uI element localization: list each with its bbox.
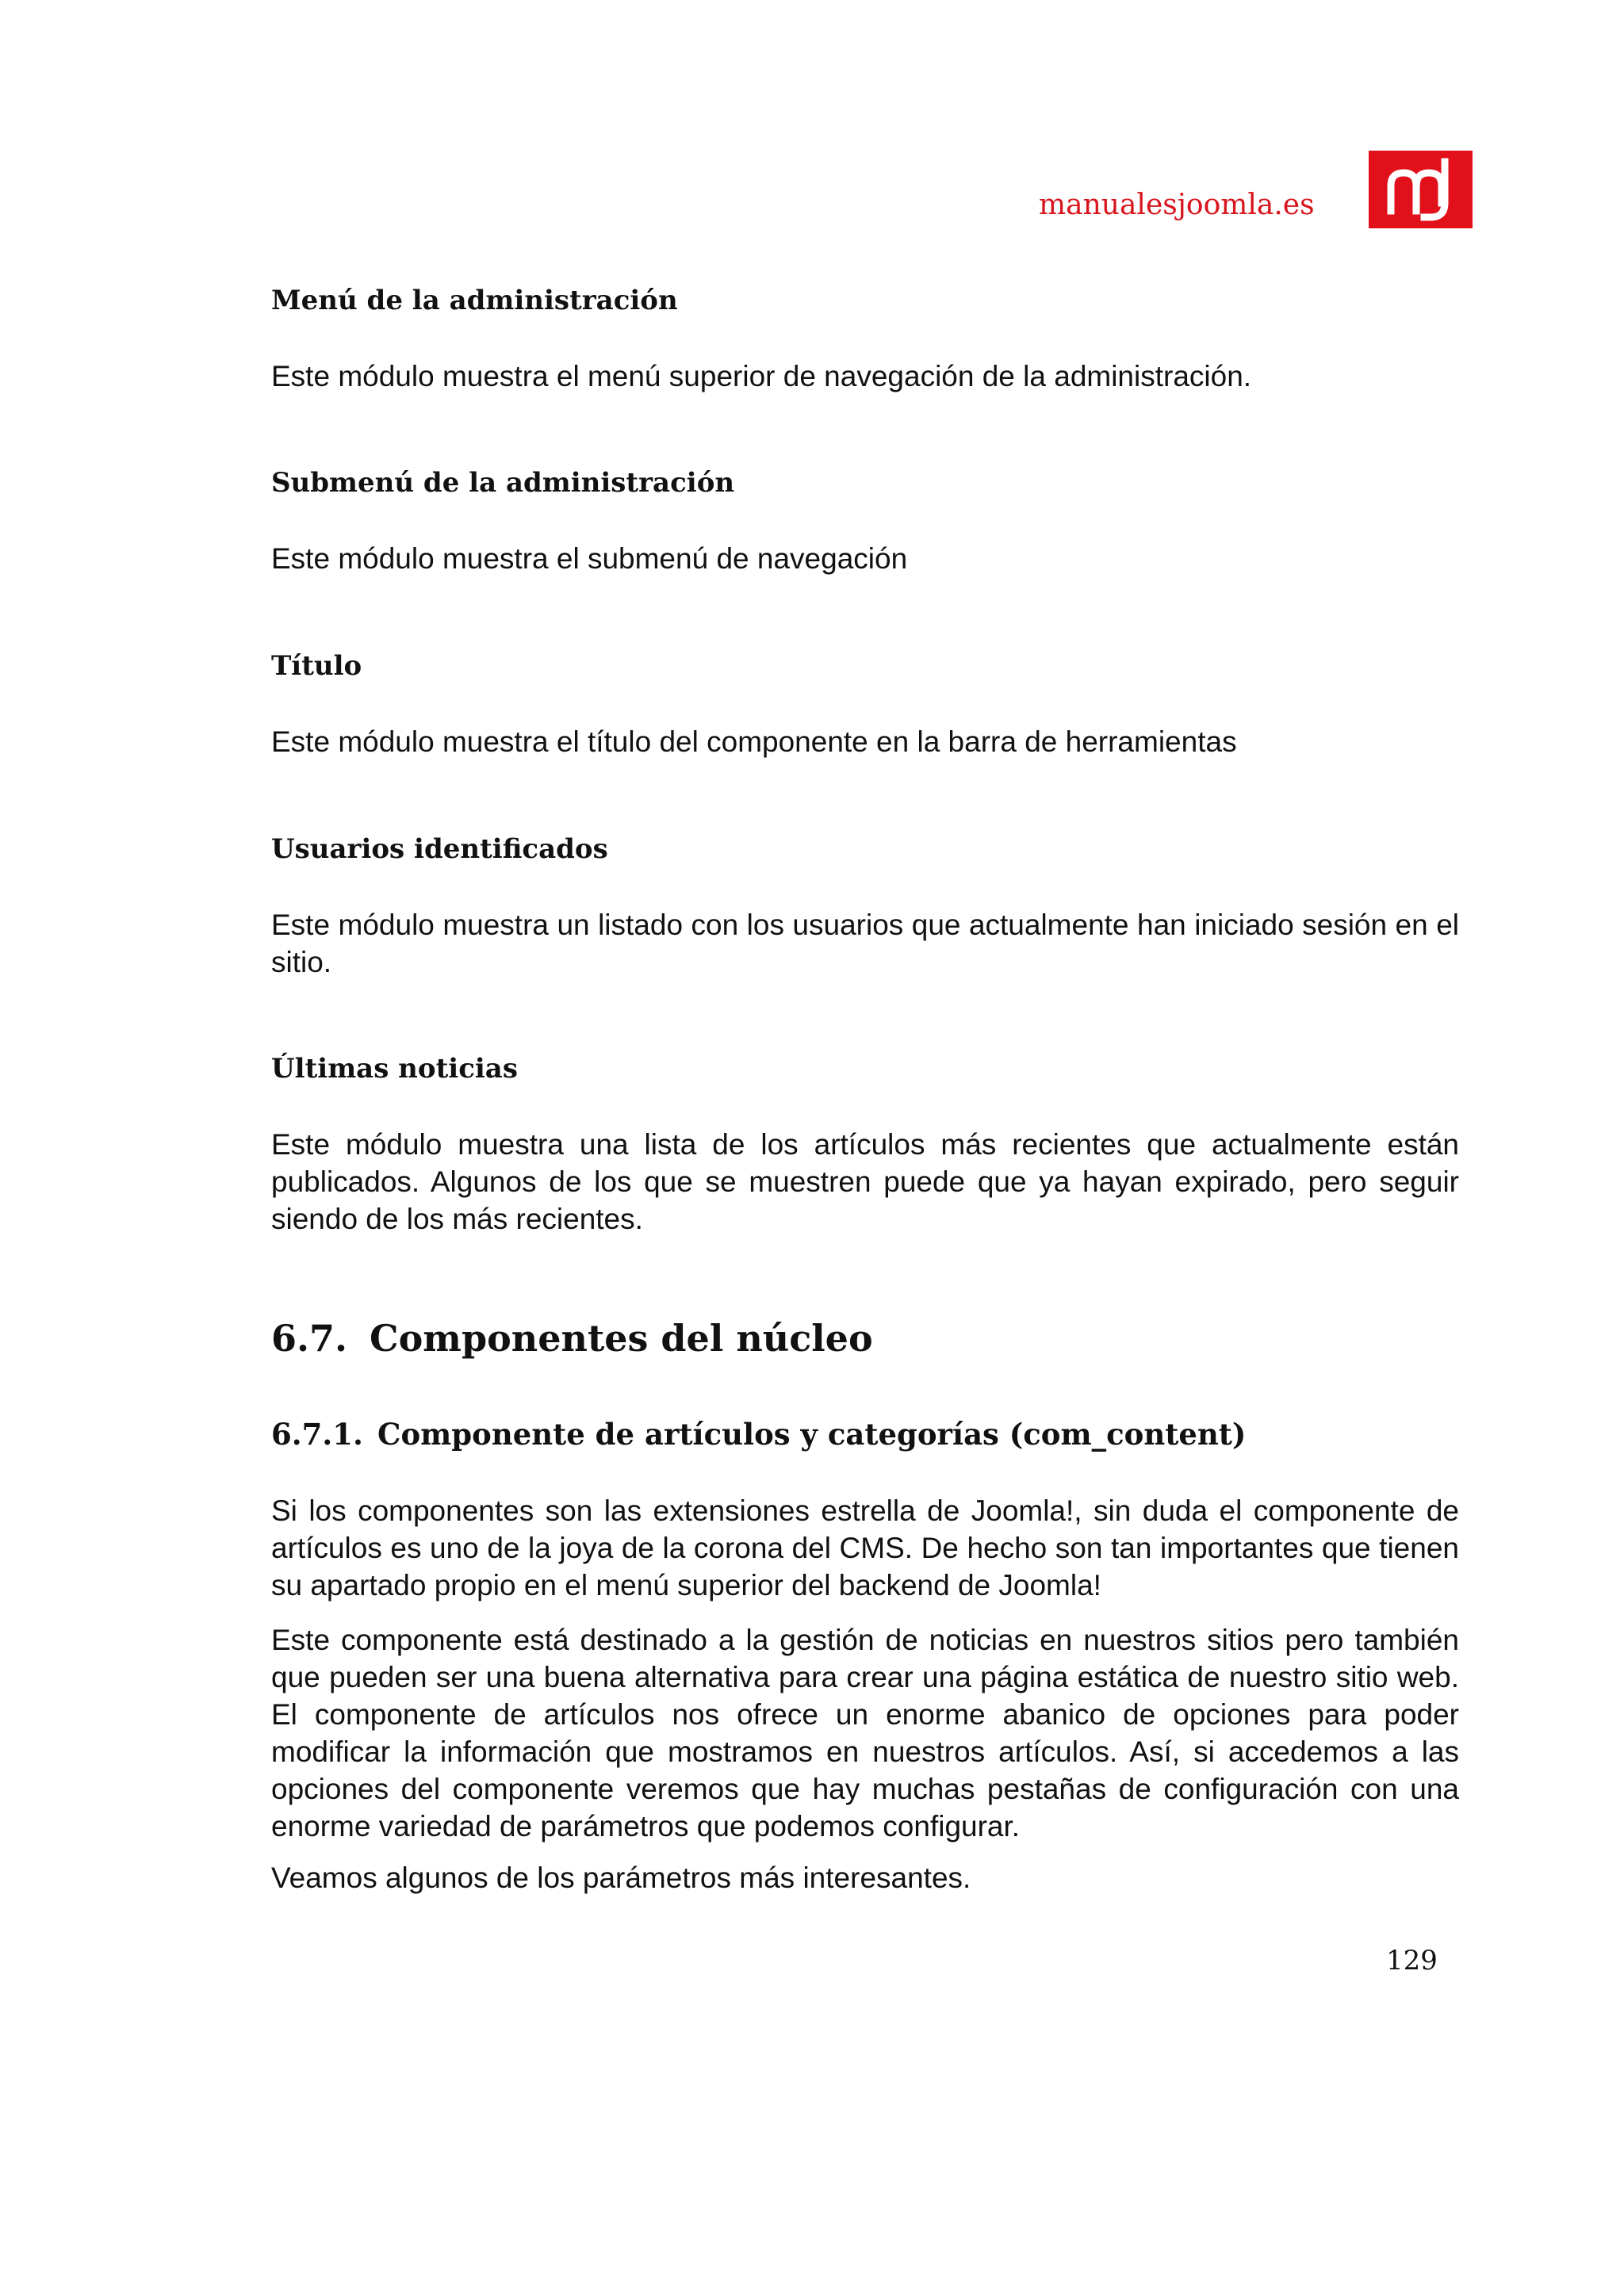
module-description-admin-menu: Este módulo muestra el menú superior de navegación de la administración. bbox=[271, 360, 1252, 392]
section-title: Componentes del núcleo bbox=[370, 1317, 873, 1360]
paragraph: Veamos algunos de los parámetros más interesantes. bbox=[271, 1862, 971, 1894]
module-description-admin-submenu: Este módulo muestra el submenú de navegación bbox=[271, 542, 908, 575]
module-description-logged-users: Este módulo muestra un listado con los usuarios que actualmente han iniciado sesión en el sitio. bbox=[271, 909, 1459, 978]
section-number: 6.7. bbox=[271, 1317, 348, 1360]
mj-logo-icon bbox=[1369, 151, 1473, 228]
section-heading bbox=[271, 1312, 873, 1364]
module-title-logged-users: Usuarios identificados bbox=[271, 833, 608, 865]
paragraph: Este componente está destinado a la gestión de noticias en nuestros sitios pero también que pueden ser una buena alternativa para crear una página estática de nuestro sitio web. El componente de artículos nos ofrece un enorme abanico de opciones para poder modificar la información que mostramos en nuestros artículos. Así, si accedemos a las opciones del componente veremos que hay muchas pestañas de configuración con una enorme variedad de parámetros que podemos configurar. bbox=[271, 1624, 1459, 1843]
module-title-admin-submenu: Submenú de la administración bbox=[271, 467, 735, 499]
site-name: manualesjoomla.es bbox=[1039, 189, 1315, 221]
subsection-number: 6.7.1. bbox=[271, 1417, 363, 1452]
module-description-latest-news: Este módulo muestra una lista de los artículos más recientes que actualmente están publicados. Algunos de los que se muestren puede que ya hayan expirado, pero seguir siendo de los más recientes. bbox=[271, 1128, 1459, 1235]
paragraph: Si los componentes son las extensiones estrella de Joomla!, sin duda el componente de artículos es uno de la joya de la corona del CMS. De hecho son tan importantes que tienen su apartado propio en el menú superior del backend de Joomla! bbox=[271, 1494, 1459, 1601]
module-title-title: Título bbox=[271, 650, 362, 682]
page-number: 129 bbox=[1386, 1945, 1438, 1976]
module-title-latest-news: Últimas noticias bbox=[271, 1053, 518, 1085]
subsection-title: Componente de artículos y categorías (com_content) bbox=[377, 1417, 1247, 1452]
module-description-title: Este módulo muestra el título del componente en la barra de herramientas bbox=[271, 725, 1237, 758]
subsection-heading bbox=[271, 1412, 1246, 1456]
module-title-admin-menu: Menú de la administración bbox=[271, 285, 678, 316]
